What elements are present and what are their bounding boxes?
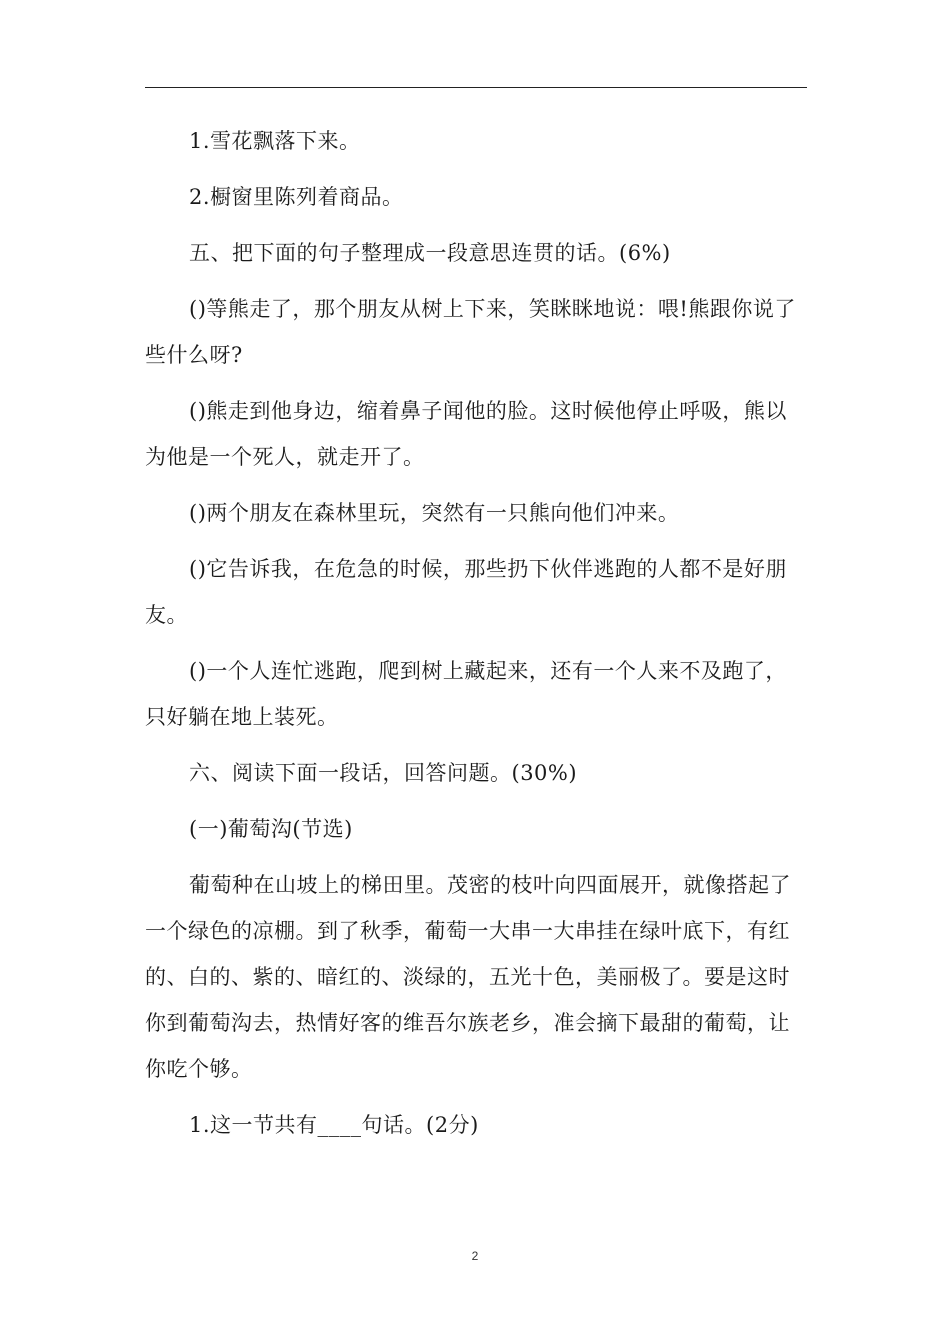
ordering-sentence-3: ()两个朋友在森林里玩，突然有一只熊向他们冲来。 (189, 501, 680, 525)
sentence-item-2: 2.橱窗里陈列着商品。 (189, 185, 404, 209)
section-heading-5: 五、把下面的句子整理成一段意思连贯的话。(6%) (189, 241, 671, 265)
section-heading-6: 六、阅读下面一段话，回答问题。(30%) (189, 761, 578, 785)
ordering-sentence-1: ()等熊走了，那个朋友从树上下来，笑眯眯地说：喂!熊跟你说了些什么呀? (145, 297, 796, 367)
page-number: 2 (471, 1249, 479, 1263)
ordering-sentence-4: ()它告诉我，在危急的时候，那些扔下伙伴逃跑的人都不是好朋友。 (145, 557, 787, 627)
question-1: 1.这一节共有____句话。(2分) (189, 1113, 479, 1137)
ordering-sentence-5: ()一个人连忙逃跑，爬到树上藏起来，还有一个人来不及跑了，只好躺在地上装死。 (145, 659, 787, 729)
ordering-sentence-2: ()熊走到他身边，缩着鼻子闻他的脸。这时候他停止呼吸，熊以为他是一个死人，就走开了。 (145, 399, 787, 469)
document-body (145, 118, 807, 1148)
reading-passage: 葡萄种在山坡上的梯田里。茂密的枝叶向四面展开，就像搭起了一个绿色的凉棚。到了秋季，葡萄一大串一大串挂在绿叶底下，有红的、白的、紫的、暗红的、淡绿的，五光十色，美丽极了。要是这时你到葡萄沟去，热情好客的维吾尔族老乡，准会摘下最甜的葡萄，让你吃个够。 (145, 873, 791, 1081)
reading-title: (一)葡萄沟(节选) (189, 817, 353, 841)
sentence-item-1: 1.雪花飘落下来。 (189, 129, 361, 153)
header-rule (145, 87, 807, 88)
